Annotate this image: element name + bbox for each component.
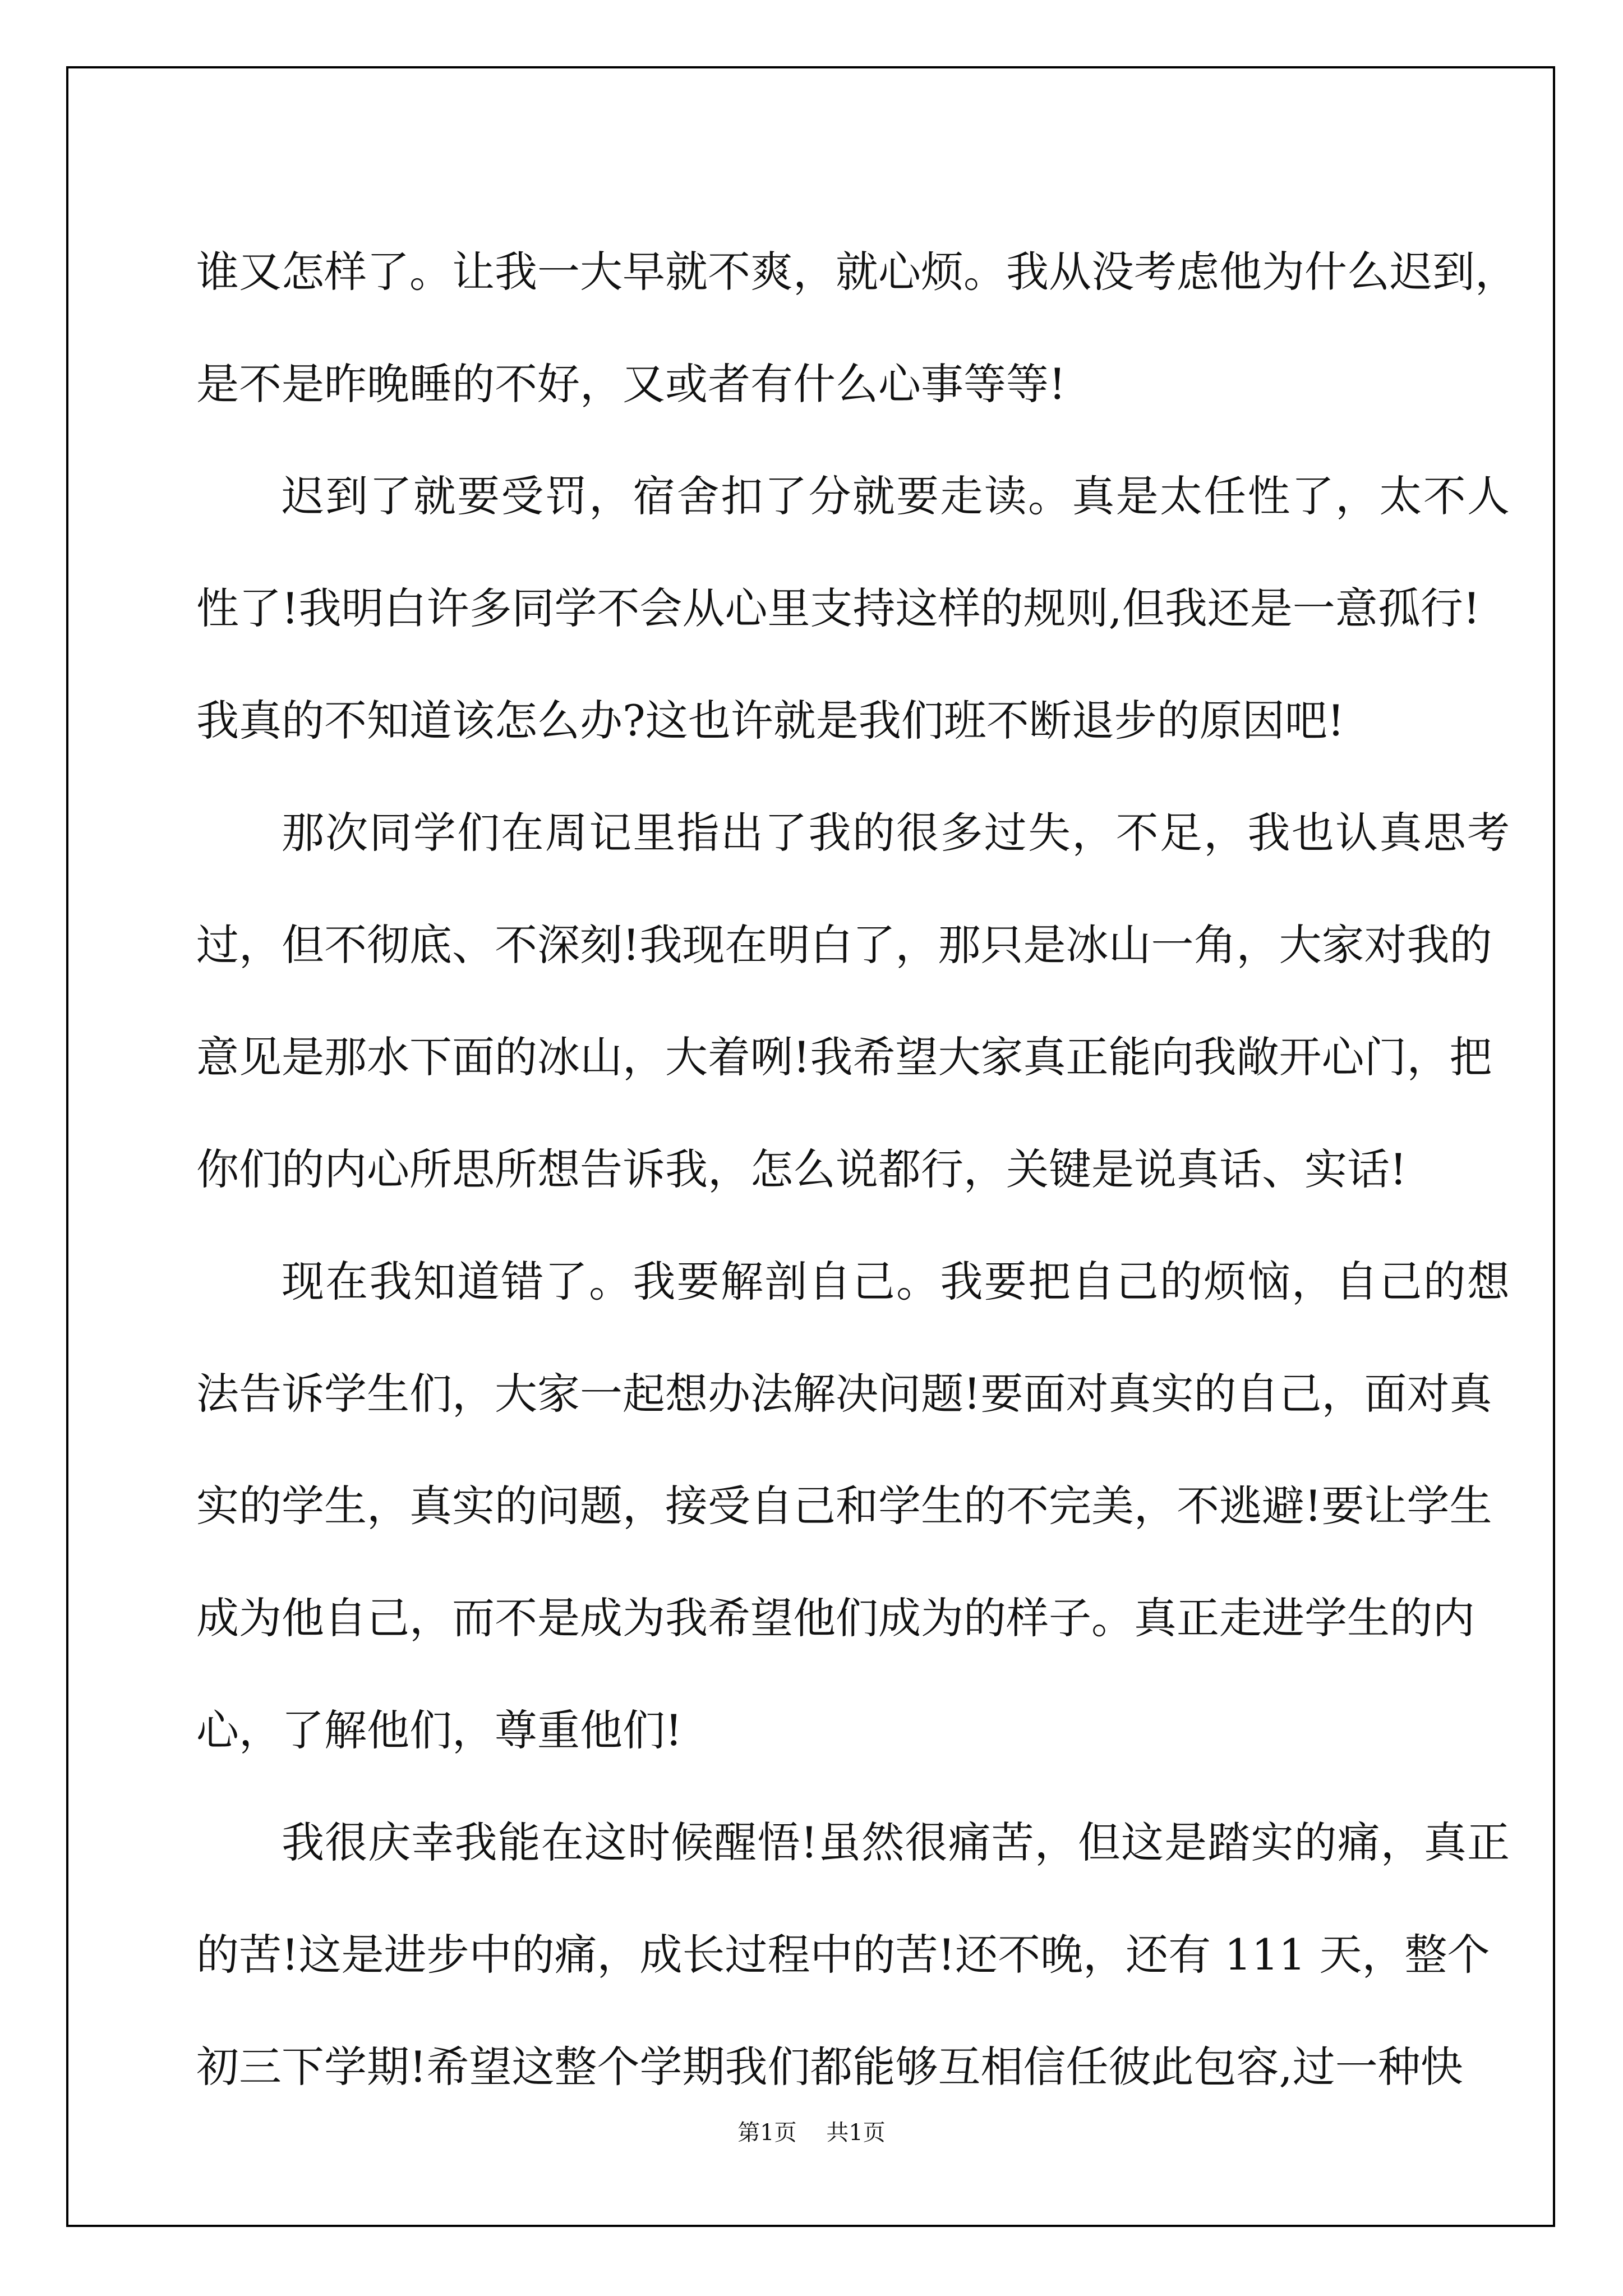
text-line-14: 心，了解他们，尊重他们! (196, 1705, 683, 1755)
document-body (196, 216, 1518, 2123)
text-line-16: 的苦!这是进步中的痛，成长过程中的苦!还不晚，还有 111 天，整个 (196, 1930, 1490, 1980)
text-line-17: 初三下学期!希望这整个学期我们都能够互相信任彼此包容,过一种快 (196, 2042, 1463, 2092)
text-line-6: 那次同学们在周记里指出了我的很多过失，不足，我也认真思考 (282, 808, 1510, 858)
text-line-8: 意见是那水下面的冰山，大着咧!我希望大家真正能向我敞开心门，把 (196, 1032, 1492, 1082)
text-line-3: 迟到了就要受罚，宿舍扣了分就要走读。真是太任性了，太不人 (282, 471, 1510, 521)
text-line-10: 现在我知道错了。我要解剖自己。我要把自己的烦恼，自己的想 (282, 1257, 1510, 1306)
text-line-13: 成为他自己，而不是成为我希望他们成为的样子。真正走进学生的内 (196, 1593, 1475, 1643)
page-number: 第1页 (737, 2120, 797, 2146)
text-line-4: 性了!我明白许多同学不会从心里支持这样的规则,但我还是一意孤行! (196, 583, 1481, 633)
text-line-12: 实的学生，真实的问题，接受自己和学生的不完美，不逃避!要让学生 (196, 1481, 1492, 1531)
text-line-9: 你们的内心所思所想告诉我，怎么说都行，关键是说真话、实话! (196, 1144, 1407, 1194)
text-line-2: 是不是昨晚睡的不好，又或者有什么心事等等! (196, 359, 1066, 409)
text-line-15: 我很庆幸我能在这时候醒悟!虽然很痛苦，但这是踏实的痛，真正 (282, 1818, 1510, 1867)
text-line-11: 法告诉学生们，大家一起想办法解决问题!要面对真实的自己，面对真 (196, 1369, 1492, 1419)
text-line-1: 谁又怎样了。让我一大早就不爽，就心烦。我从没考虑他为什么迟到， (196, 247, 1518, 297)
total-pages: 共1页 (826, 2120, 886, 2146)
page-footer (0, 2115, 1623, 2147)
text-line-7: 过，但不彻底、不深刻!我现在明白了，那只是冰山一角，大家对我的 (196, 920, 1492, 970)
text-line-5: 我真的不知道该怎么办?这也许就是我们班不断退步的原因吧! (196, 696, 1345, 746)
